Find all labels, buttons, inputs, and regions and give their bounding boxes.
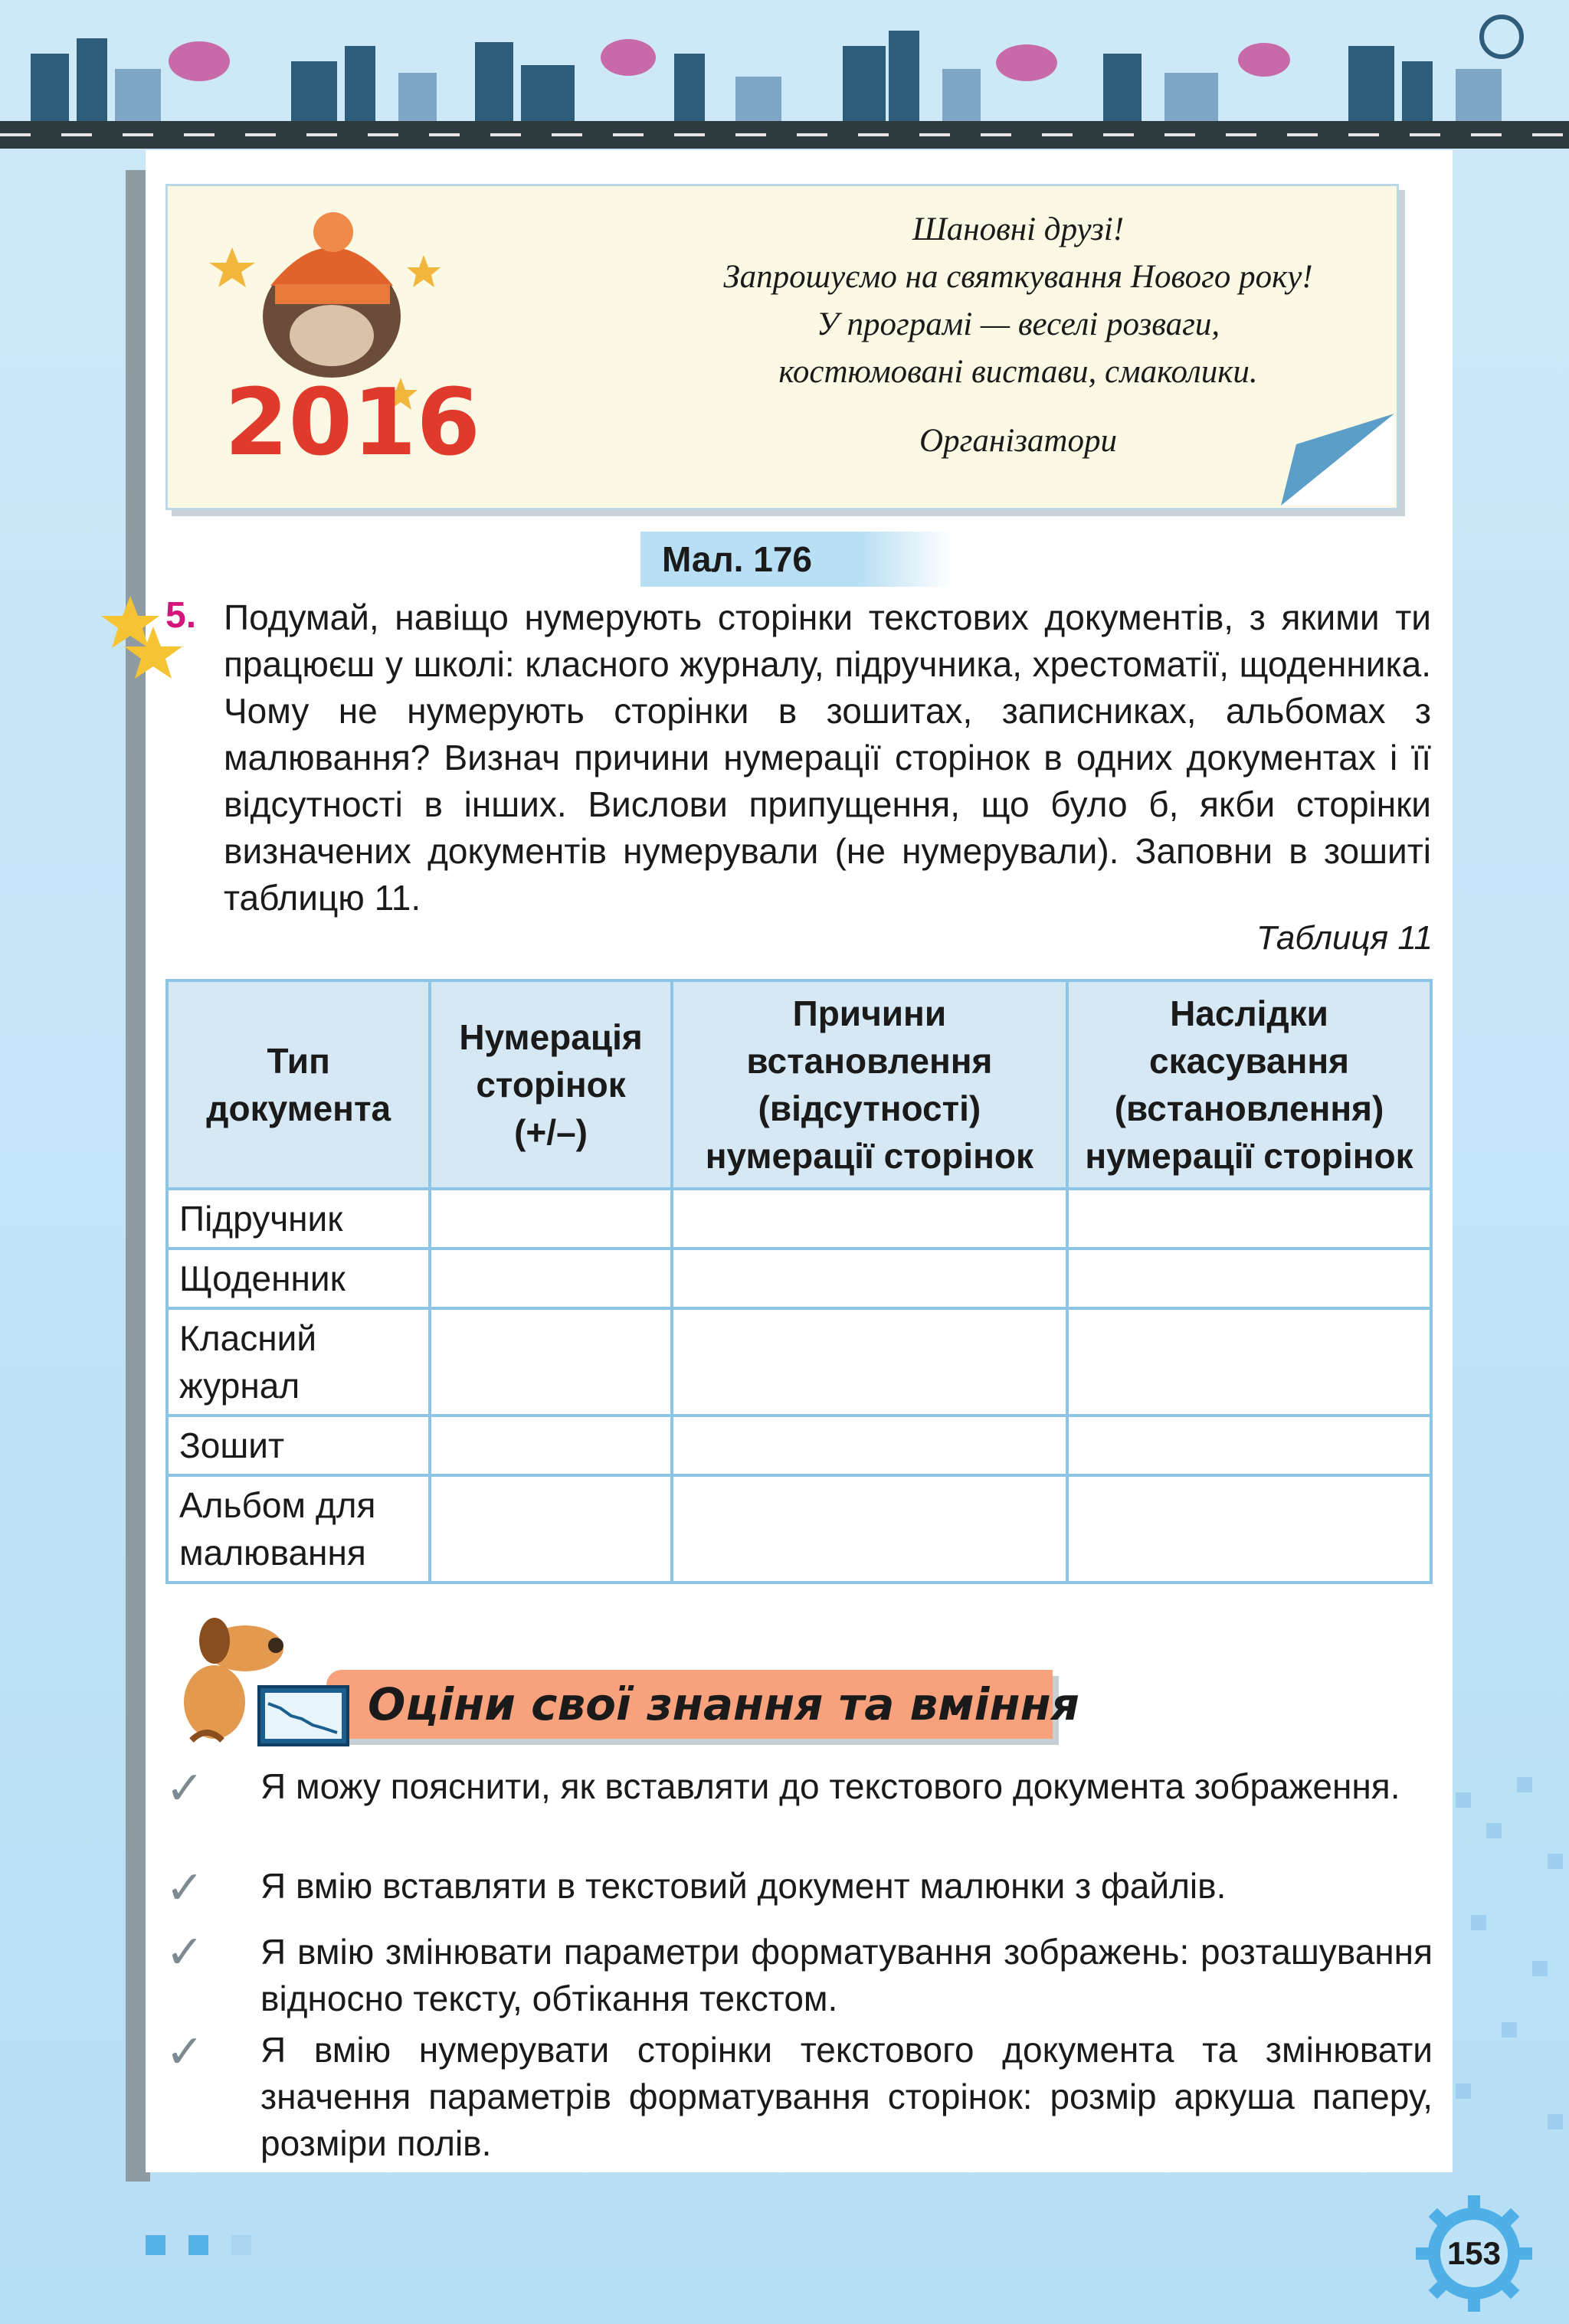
page-number: 153 (1446, 2235, 1502, 2271)
checkmark-icon: ✓ (165, 1862, 205, 1913)
table-cell (430, 1416, 671, 1475)
table-cell (1067, 1249, 1431, 1308)
table-cell (672, 1475, 1067, 1583)
table-cell (1067, 1189, 1431, 1249)
skill-item: Я можу пояснити, як вставляти до текстового документа зображення. (260, 1766, 1400, 1806)
table-row (167, 1189, 1431, 1249)
table-cell (1067, 1308, 1431, 1416)
table-header: Наслідки скасування (встановлення) нумерації сторінок (1067, 980, 1431, 1189)
assessment-title: Оціни свої знання та вміння (368, 1678, 1079, 1730)
table-cell-doc-type: Щоденник (167, 1249, 430, 1308)
table-11 (165, 979, 1433, 1584)
new-year-monkey-image (201, 201, 480, 493)
table-row (167, 1475, 1431, 1583)
table-cell-doc-type: Зошит (167, 1416, 430, 1475)
invitation-signature: Організатори (919, 423, 1117, 459)
invitation-line: У програмі — веселі розваги, (816, 306, 1220, 342)
table-cell (430, 1475, 671, 1583)
table-header: Тип документа (167, 980, 430, 1189)
table-cell-doc-type: Класний журнал (167, 1308, 430, 1416)
page-curl (1281, 414, 1394, 506)
svg-text:2016: 2016 (224, 370, 480, 476)
table-cell (672, 1416, 1067, 1475)
road-markings (0, 133, 1569, 136)
table-header: Нумерація сторінок (+/–) (430, 980, 671, 1189)
task-text: Подумай, навіщо нумерують сторінки текстових документів, з якими ти працюєш у школі: класного журналу, підручника, хрестоматії, щоденника. Чому не нумерують сторінки в зошитах, записниках, альбомах з малювання? Визнач причини нумерації сторінок в одних документах і її відсутності в інших. Вислови припущення, що було б, якби сторінки визначених документів нумерували (не нумерували). Заповни в зошиті таблицю 11. (224, 597, 1431, 918)
skill-item: Я вмію вставляти в текстовий документ малюнки з файлів. (260, 1866, 1227, 1906)
invitation-card (165, 184, 1399, 510)
page-squares (146, 2235, 274, 2259)
invitation-line: костюмовані вистави, смаколики. (778, 354, 1258, 390)
pixel-decoration (1440, 1762, 1569, 2191)
table-caption: Таблиця 11 (1256, 919, 1433, 957)
table-cell (672, 1308, 1067, 1416)
table-header-row (167, 980, 1431, 1189)
table-cell (672, 1249, 1067, 1308)
checkmark-icon: ✓ (165, 1926, 205, 1978)
table-cell-doc-type: Альбом для малювання (167, 1475, 430, 1583)
table-cell (430, 1189, 671, 1249)
task-number: 5. (165, 595, 197, 636)
figure-label: Мал. 176 (640, 532, 953, 587)
checkmark-icon: ✓ (165, 2026, 205, 2077)
skill-item: Я вмію змінювати параметри форматування зображень: розташування відносно тексту, обтікання текстом. (260, 1932, 1433, 2018)
table-cell (430, 1249, 671, 1308)
table-row (167, 1416, 1431, 1475)
table-row (167, 1249, 1431, 1308)
table-row (167, 1308, 1431, 1416)
table-cell-doc-type: Підручник (167, 1189, 430, 1249)
table-cell (1067, 1416, 1431, 1475)
invitation-text (658, 206, 1378, 396)
invitation-line: Шановні друзі! (912, 211, 1125, 247)
table-header: Причини встановлення (відсутності) нумерації сторінок (672, 980, 1067, 1189)
checkmark-icon: ✓ (165, 1763, 205, 1814)
table-cell (672, 1189, 1067, 1249)
table-cell (430, 1308, 671, 1416)
table-cell (1067, 1475, 1431, 1583)
invitation-line: Запрошуємо на святкування Нового року! (723, 259, 1313, 295)
chart-icon (257, 1685, 349, 1746)
skill-item: Я вмію нумерувати сторінки текстового документа та змінювати значення параметрів форматування сторінок: розмір аркуша паперу, розміри полів. (260, 2030, 1433, 2163)
